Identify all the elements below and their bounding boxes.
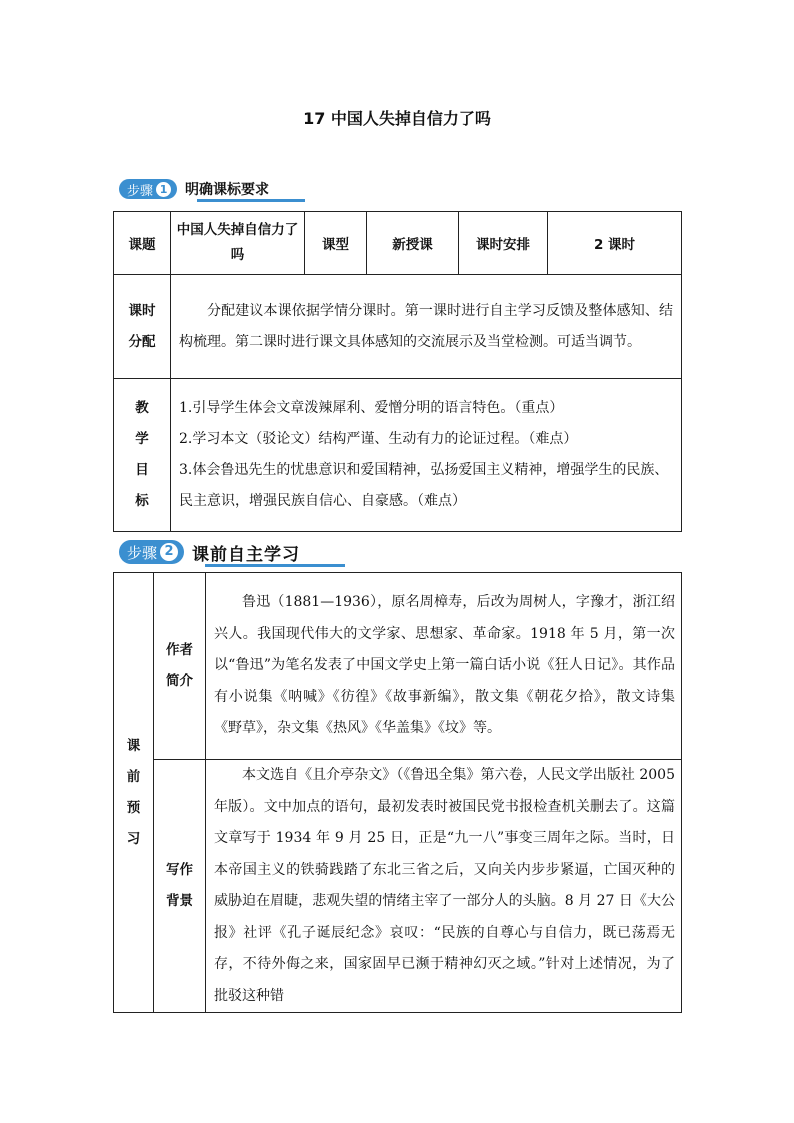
goal-item: 2.学习本文（驳论文）结构严谨、生动有力的论证过程。（难点） bbox=[179, 431, 578, 447]
step2-underline bbox=[205, 564, 345, 567]
label-line: 背景 bbox=[166, 893, 193, 909]
step2-badge bbox=[119, 540, 184, 564]
label-char: 目 bbox=[135, 462, 149, 478]
preview-table bbox=[113, 572, 682, 1013]
hour-allocation-text: 分配建议本课依据学情分课时。第一课时进行自主学习反馈及整体感知、结构梳理。第二课时进行课文具体感知的交流展示及当堂检测。可适当调节。 bbox=[171, 275, 682, 379]
page-title: 17 中国人失掉自信力了吗 bbox=[303, 109, 491, 128]
step2-number: 2 bbox=[160, 543, 178, 561]
step2-badge-label: 步骤 bbox=[127, 543, 158, 562]
teaching-goals-list bbox=[171, 379, 682, 532]
table-row bbox=[114, 573, 682, 760]
author-intro-text: 鲁迅（1881—1936），原名周樟寿，后改为周树人，字豫才，浙江绍兴人。我国现代伟大的文学家、思想家、革命家。1918 年 5 月，第一次以“鲁迅”为笔名发表了中国文学史上第一篇白话小说《狂人日记》。其作品有小说集《呐喊》《彷徨》《故事新编》，散文集《朝花夕拾》，散文诗集《野草》，杂文集《热风》《华盖集》《坟》等。 bbox=[206, 573, 682, 760]
label-line: 作者 bbox=[166, 642, 193, 658]
step2-header bbox=[119, 538, 300, 566]
label-char: 预 bbox=[126, 799, 141, 816]
type-value: 新授课 bbox=[367, 212, 459, 275]
goal-item: 1.引导学生体会文章泼辣犀利、爱憎分明的语言特色。（重点） bbox=[179, 400, 564, 416]
step1-badge-label: 步骤 bbox=[127, 183, 154, 199]
table-row bbox=[114, 275, 682, 379]
label-teaching-goals bbox=[114, 379, 171, 532]
hours-value: 2 课时 bbox=[548, 212, 682, 275]
course-standard-table bbox=[113, 211, 682, 532]
step2-title: 课前自主学习 bbox=[192, 544, 301, 565]
label-char: 课 bbox=[126, 737, 141, 754]
step1-underline bbox=[197, 199, 305, 202]
step1-title: 明确课标要求 bbox=[185, 182, 270, 198]
label-background bbox=[154, 760, 206, 1013]
label-author bbox=[154, 573, 206, 760]
label-hour-allocation bbox=[114, 275, 171, 379]
step1-header bbox=[119, 178, 269, 200]
goal-item: 3.体会鲁迅先生的忧患意识和爱国精神，弘扬爱国主义精神，增强学生的民族、民主意识，增强民族自信心、自豪感。（难点） bbox=[179, 462, 669, 509]
label-line: 写作 bbox=[166, 862, 193, 878]
step1-badge bbox=[119, 179, 177, 199]
label-preview bbox=[114, 573, 154, 1013]
topic-value: 中国人失掉自信力了吗 bbox=[171, 212, 305, 275]
background-text: 本文选自《且介亭杂文》（《鲁迅全集》第六卷，人民文学出版社 2005 年版）。文中加点的语句，最初发表时被国民党书报检查机关删去了。这篇文章写于 1934 年 9 月 25 日，正是“九一八”事变三周年之际。当时，日本帝国主义的铁骑践踏了东北三省之后，又向关内步步紧逼，亡国灭种的威胁迫在眉睫，悲观失望的情绪主宰了一部分人的头脑。8 月 27 日《大公报》社评《孔子诞辰纪念》哀叹：“民族的自尊心与自信力，既已荡焉无存，不待外侮之来，国家固早已濒于精神幻灭之域。”针对上述情况，为了批驳这种错 bbox=[206, 760, 682, 1013]
label-char: 标 bbox=[135, 493, 149, 509]
label-char: 分配 bbox=[128, 333, 156, 350]
label-char: 学 bbox=[135, 431, 149, 447]
label-char: 习 bbox=[126, 830, 141, 847]
label-line: 简介 bbox=[166, 673, 193, 689]
label-hours: 课时安排 bbox=[459, 212, 548, 275]
label-char: 课时 bbox=[128, 302, 156, 319]
label-topic: 课题 bbox=[114, 212, 171, 275]
label-char: 前 bbox=[126, 768, 141, 785]
table-row bbox=[114, 212, 682, 275]
table-row bbox=[114, 760, 682, 1013]
label-type: 课型 bbox=[305, 212, 367, 275]
table-row bbox=[114, 379, 682, 532]
label-char: 教 bbox=[135, 400, 149, 416]
step1-number: 1 bbox=[156, 182, 171, 197]
